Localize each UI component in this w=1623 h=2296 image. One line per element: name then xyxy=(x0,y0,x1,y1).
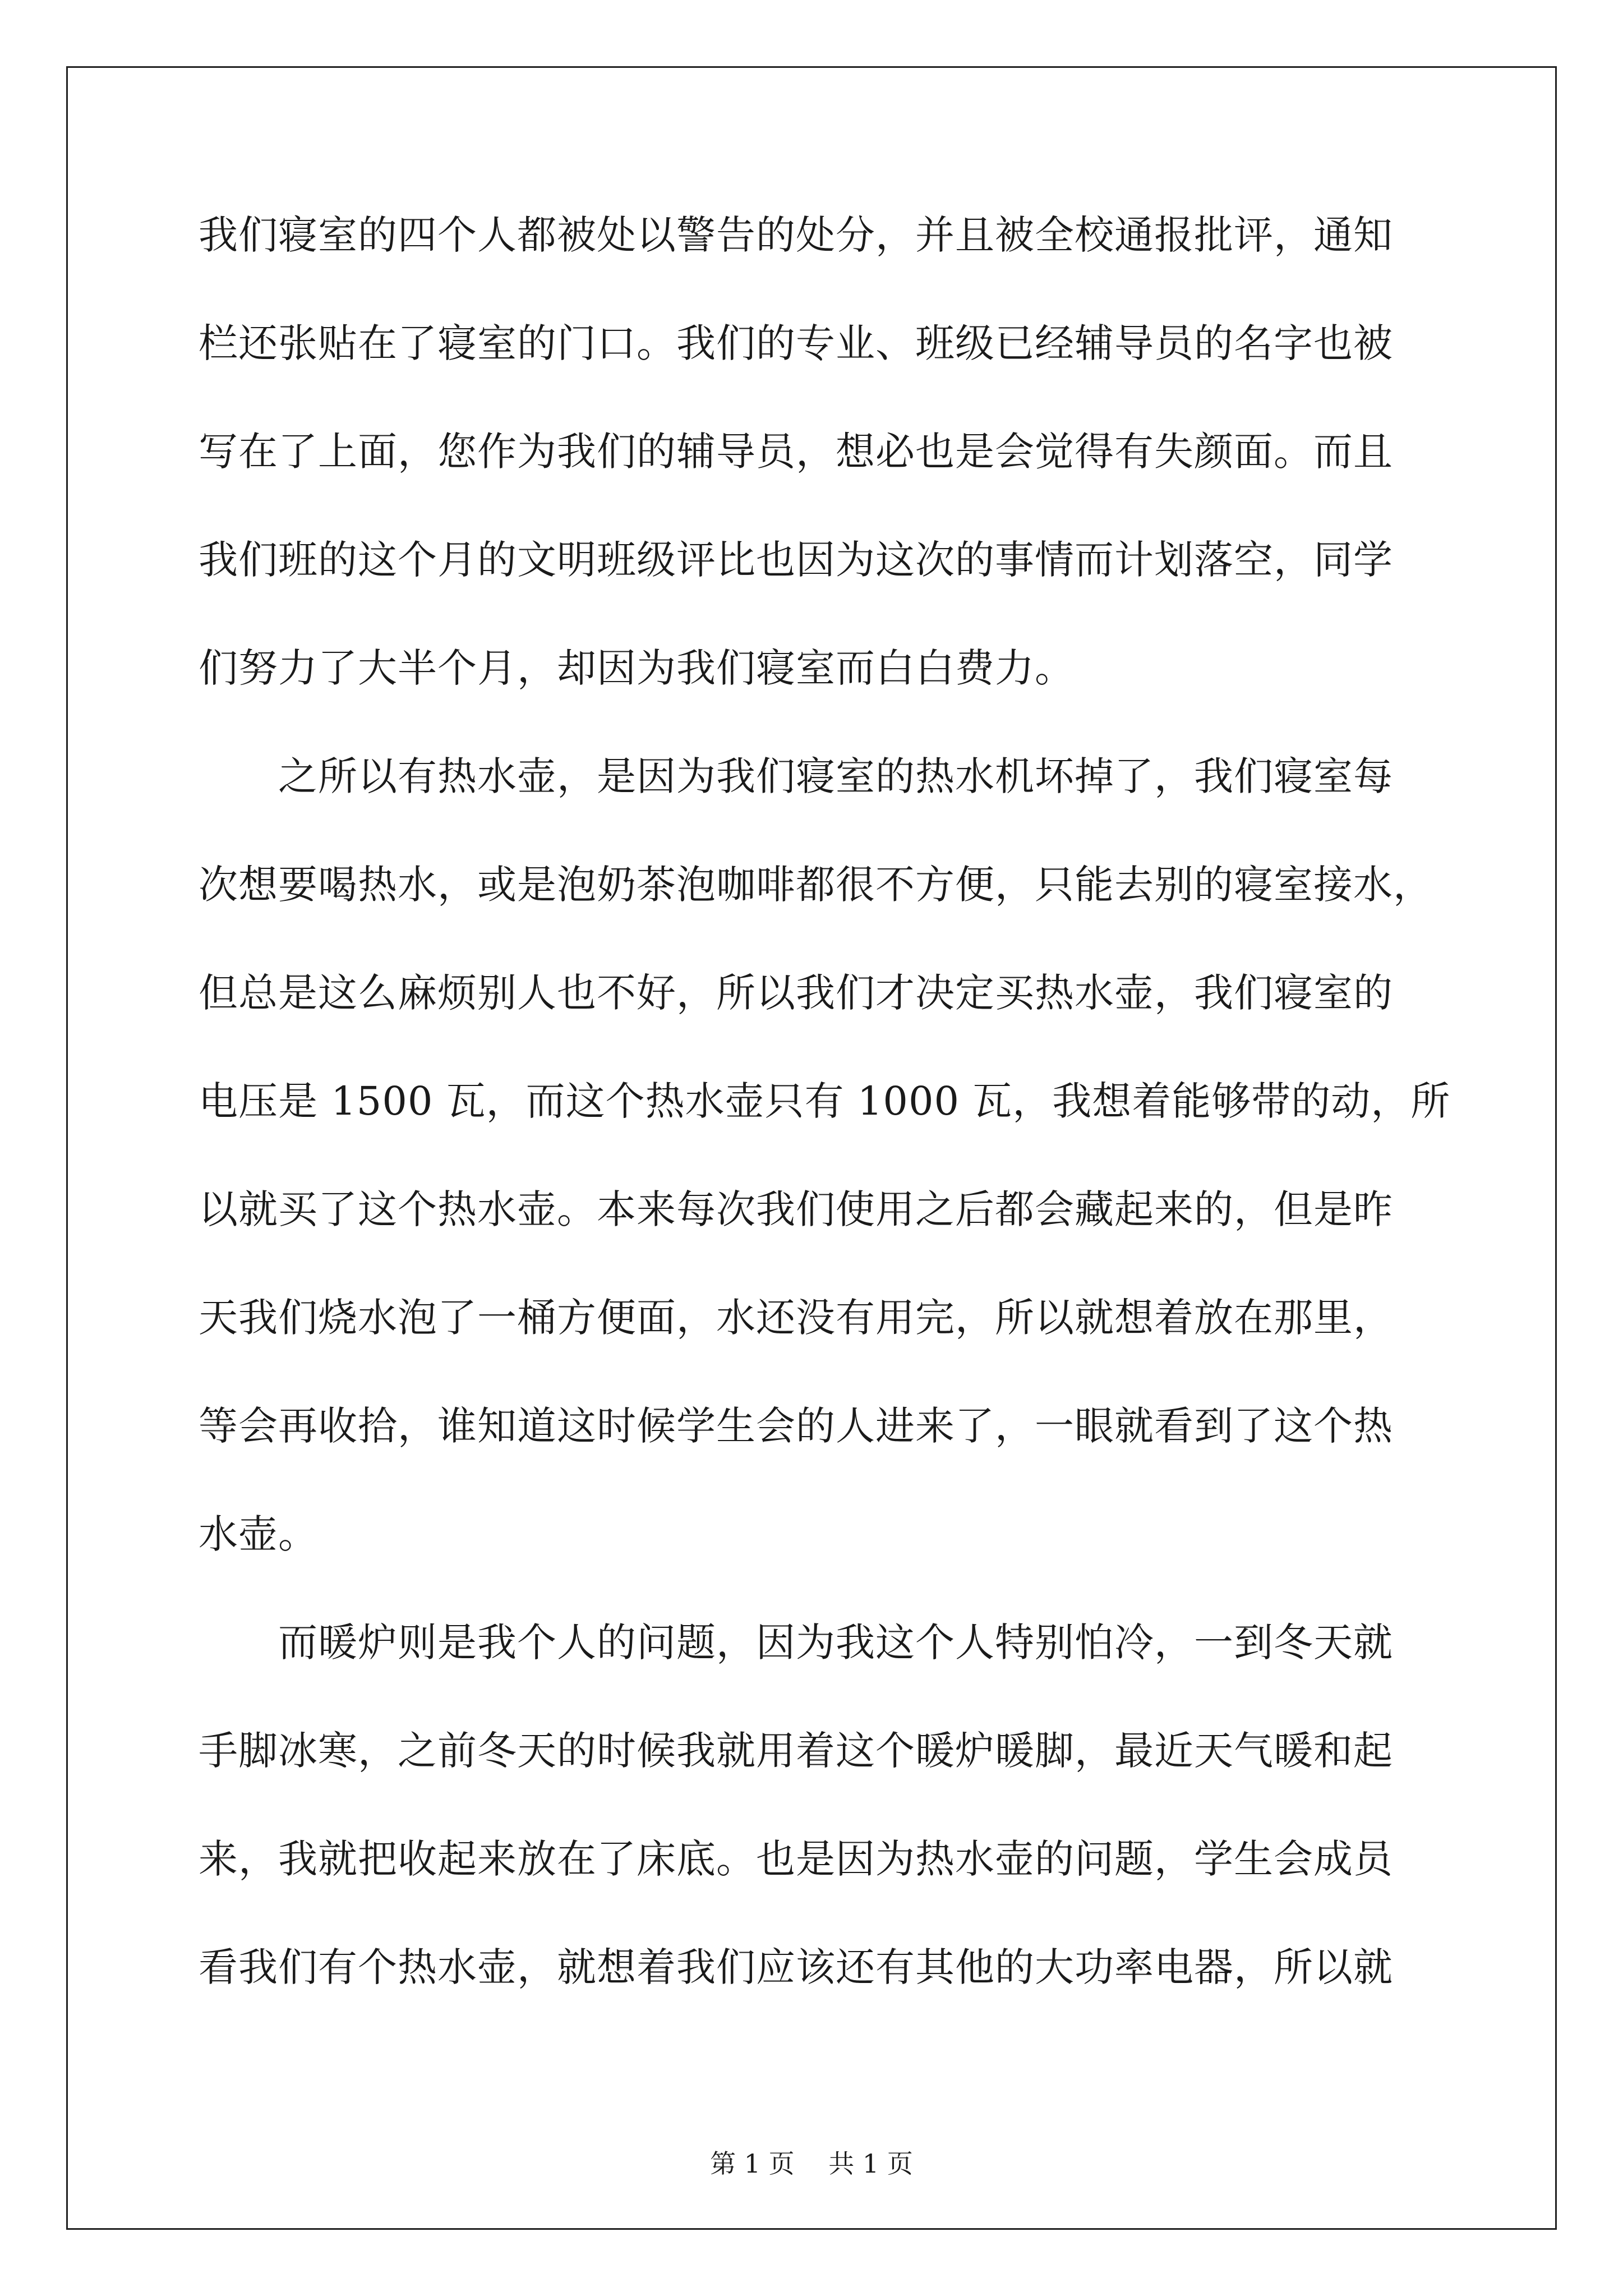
text-line: 栏还张贴在了寝室的门口。我们的专业、班级已经辅导员的名字也被 xyxy=(199,320,1393,366)
text-line: 电压是 1500 瓦，而这个热水壶只有 1000 瓦，我想着能够带的动，所 xyxy=(199,1078,1451,1124)
text-line: 等会再收拾，谁知道这时候学生会的人进来了，一眼就看到了这个热 xyxy=(199,1403,1393,1449)
document-body xyxy=(199,212,1451,2056)
page-number-footer: 第 1 页 共 1 页 xyxy=(710,2148,913,2179)
text-line: 但总是这么麻烦别人也不好，所以我们才决定买热水壶，我们寝室的 xyxy=(199,970,1393,1016)
text-line: 写在了上面，您作为我们的辅导员，想必也是会觉得有失颜面。而且 xyxy=(199,429,1393,475)
text-line: 天我们烧水泡了一桶方便面，水还没有用完，所以就想着放在那里， xyxy=(199,1295,1393,1341)
text-line: 来，我就把收起来放在了床底。也是因为热水壶的问题，学生会成员 xyxy=(199,1836,1393,1882)
text-line: 次想要喝热水，或是泡奶茶泡咖啡都很不方便，只能去别的寝室接水， xyxy=(199,862,1433,908)
text-line: 而暖炉则是我个人的问题，因为我这个人特别怕冷，一到冬天就 xyxy=(199,1619,1393,1665)
text-line: 我们班的这个月的文明班级评比也因为这次的事情而计划落空，同学 xyxy=(199,537,1393,583)
text-line: 们努力了大半个月，却因为我们寝室而白白费力。 xyxy=(199,645,1075,691)
text-line: 我们寝室的四个人都被处以警告的处分，并且被全校通报批评，通知 xyxy=(199,212,1393,258)
text-line: 之所以有热水壶，是因为我们寝室的热水机坏掉了，我们寝室每 xyxy=(199,753,1393,799)
paragraph-2 xyxy=(199,753,1451,1623)
paragraph-1 xyxy=(199,212,1425,757)
paragraph-3 xyxy=(199,1619,1425,2056)
text-line: 手脚冰寒，之前冬天的时候我就用着这个暖炉暖脚，最近天气暖和起 xyxy=(199,1728,1393,1774)
text-line: 看我们有个热水壶，就想着我们应该还有其他的大功率电器，所以就 xyxy=(199,1944,1393,1990)
text-line: 水壶。 xyxy=(199,1511,318,1557)
text-line: 以就买了这个热水壶。本来每次我们使用之后都会藏起来的，但是昨 xyxy=(199,1186,1393,1232)
